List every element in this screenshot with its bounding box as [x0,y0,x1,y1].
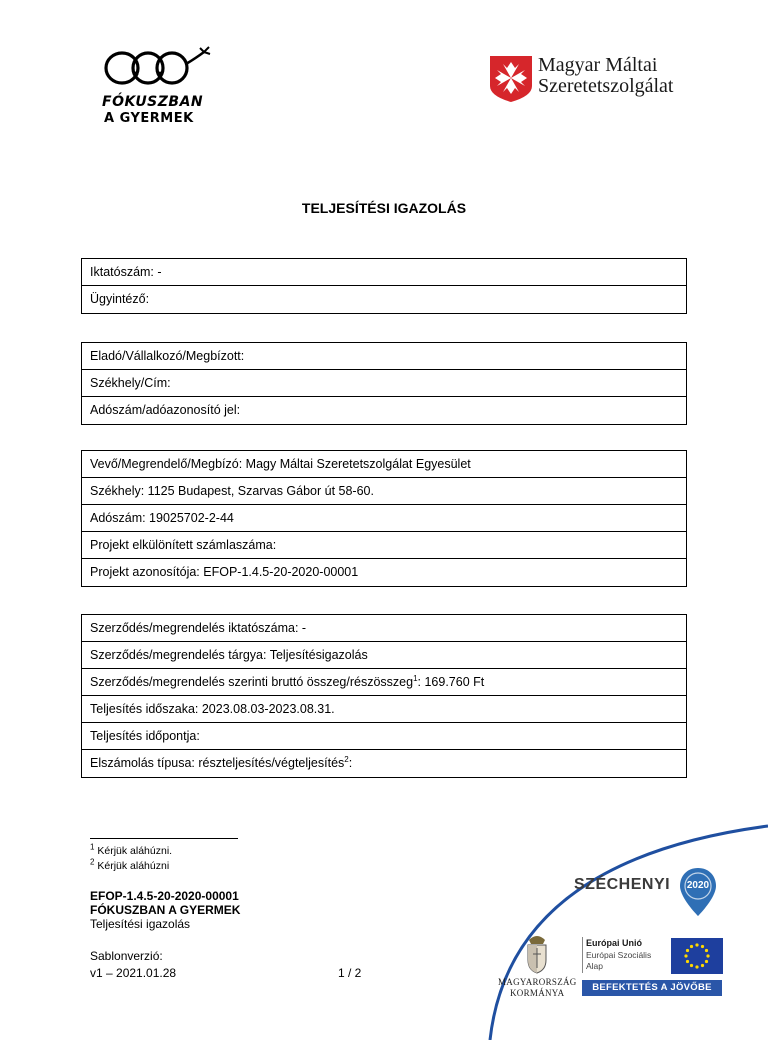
buyer-table [81,450,687,587]
footnote-2 [90,857,170,872]
footer-project-name: FÓKUSZBAN A GYERMEK [90,903,241,917]
szechenyi-brand: SZÉCHENYI [574,876,671,893]
settlement-type-row [82,750,686,777]
slogan-banner: BEFEKTETÉS A JÖVŐBE [582,980,722,996]
eu-label-line-3: Alap [586,961,604,971]
registry-table [81,258,687,314]
footnote-2-number: 2 [90,857,95,867]
contract-amount-label: Szerződés/megrendelés szerinti bruttó összeg/részösszeg [90,675,414,689]
footer-template-label: Sablonverzió: [90,949,163,963]
footer-document-name: Teljesítési igazolás [90,917,191,931]
project-id-row: Projekt azonosítója: EFOP-1.4.5-20-2020-00001 [90,565,359,579]
contract-table [81,614,687,778]
footnote-1 [90,842,173,857]
government-label-line-2: KORMÁNYA [510,988,565,998]
hungarian-coat-of-arms-icon [524,930,550,974]
performance-period-row: Teljesítés időszaka: 2023.08.03-2023.08.31. [82,696,686,723]
footer-template-version: v1 – 2021.01.28 [90,966,177,980]
registry-number-row: Iktatószám: - [82,259,686,286]
eu-flag-icon [671,938,723,974]
footnote-ref-2: 2 [344,754,349,764]
szechenyi-arc [470,800,768,1040]
buyer-tax-number-row: Adószám: 19025702-2-44 [82,505,686,532]
footnote-1-number: 1 [90,842,95,852]
footnote-separator [90,838,238,839]
buyer-address-row: Székhely: 1125 Budapest, Szarvas Gábor út 58-60. [82,478,686,505]
government-label-line-1: MAGYARORSZÁG [498,977,577,987]
maltai-name-line-1: Magyar Máltai [538,54,658,76]
seller-row: Eladó/Vállalkozó/Megbízott: [82,343,686,370]
performance-date-row: Teljesítés időpontja: [82,723,686,750]
maltai-name-line-2: Szeretetszolgálat [538,75,674,97]
document-title: TELJESÍTÉSI IGAZOLÁS [301,200,467,216]
maltese-cross-icon [490,56,532,102]
szechenyi-year: 2020 [686,880,710,891]
project-account-row: Projekt elkülönített számlaszáma: [82,532,686,559]
logo-text-line-1: FÓKUSZBAN [102,94,204,110]
contract-amount-row [82,669,686,696]
seller-tax-number-row: Adószám/adóazonosító jel: [90,403,241,417]
footer-project-code: EFOP-1.4.5-20-2020-00001 [90,889,239,903]
seller-address-row: Székhely/Cím: [82,370,686,397]
page-number: 1 / 2 [338,966,362,980]
contract-amount-value: : 169.760 Ft [417,675,485,689]
contract-registry-row: Szerződés/megrendelés iktatószáma: - [82,615,686,642]
settlement-type-colon: : [348,756,353,770]
eu-divider [582,937,583,973]
buyer-row: Vevő/Megrendelő/Megbízó: Magy Máltai Szeretetszolgálat Egyesület [82,451,686,478]
logo-text-line-2: A GYERMEK [104,111,194,126]
eu-label-line-1: Európai Unió [586,938,642,948]
settlement-type-label: Elszámolás típusa: részteljesítés/végteljesítés [90,756,345,770]
eu-label-line-2: Európai Szociális [586,950,652,960]
case-officer-row: Ügyintéző: [90,292,150,306]
location-pin-icon [678,866,718,918]
footnote-ref-1: 1 [413,673,418,683]
contract-subject-row: Szerződés/megrendelés tárgya: Teljesítésigazolás [82,642,686,669]
seller-table [81,342,687,425]
footnote-2-text: Kérjük aláhúzni [94,860,170,872]
footnote-1-text: Kérjük aláhúzni. [94,845,173,857]
